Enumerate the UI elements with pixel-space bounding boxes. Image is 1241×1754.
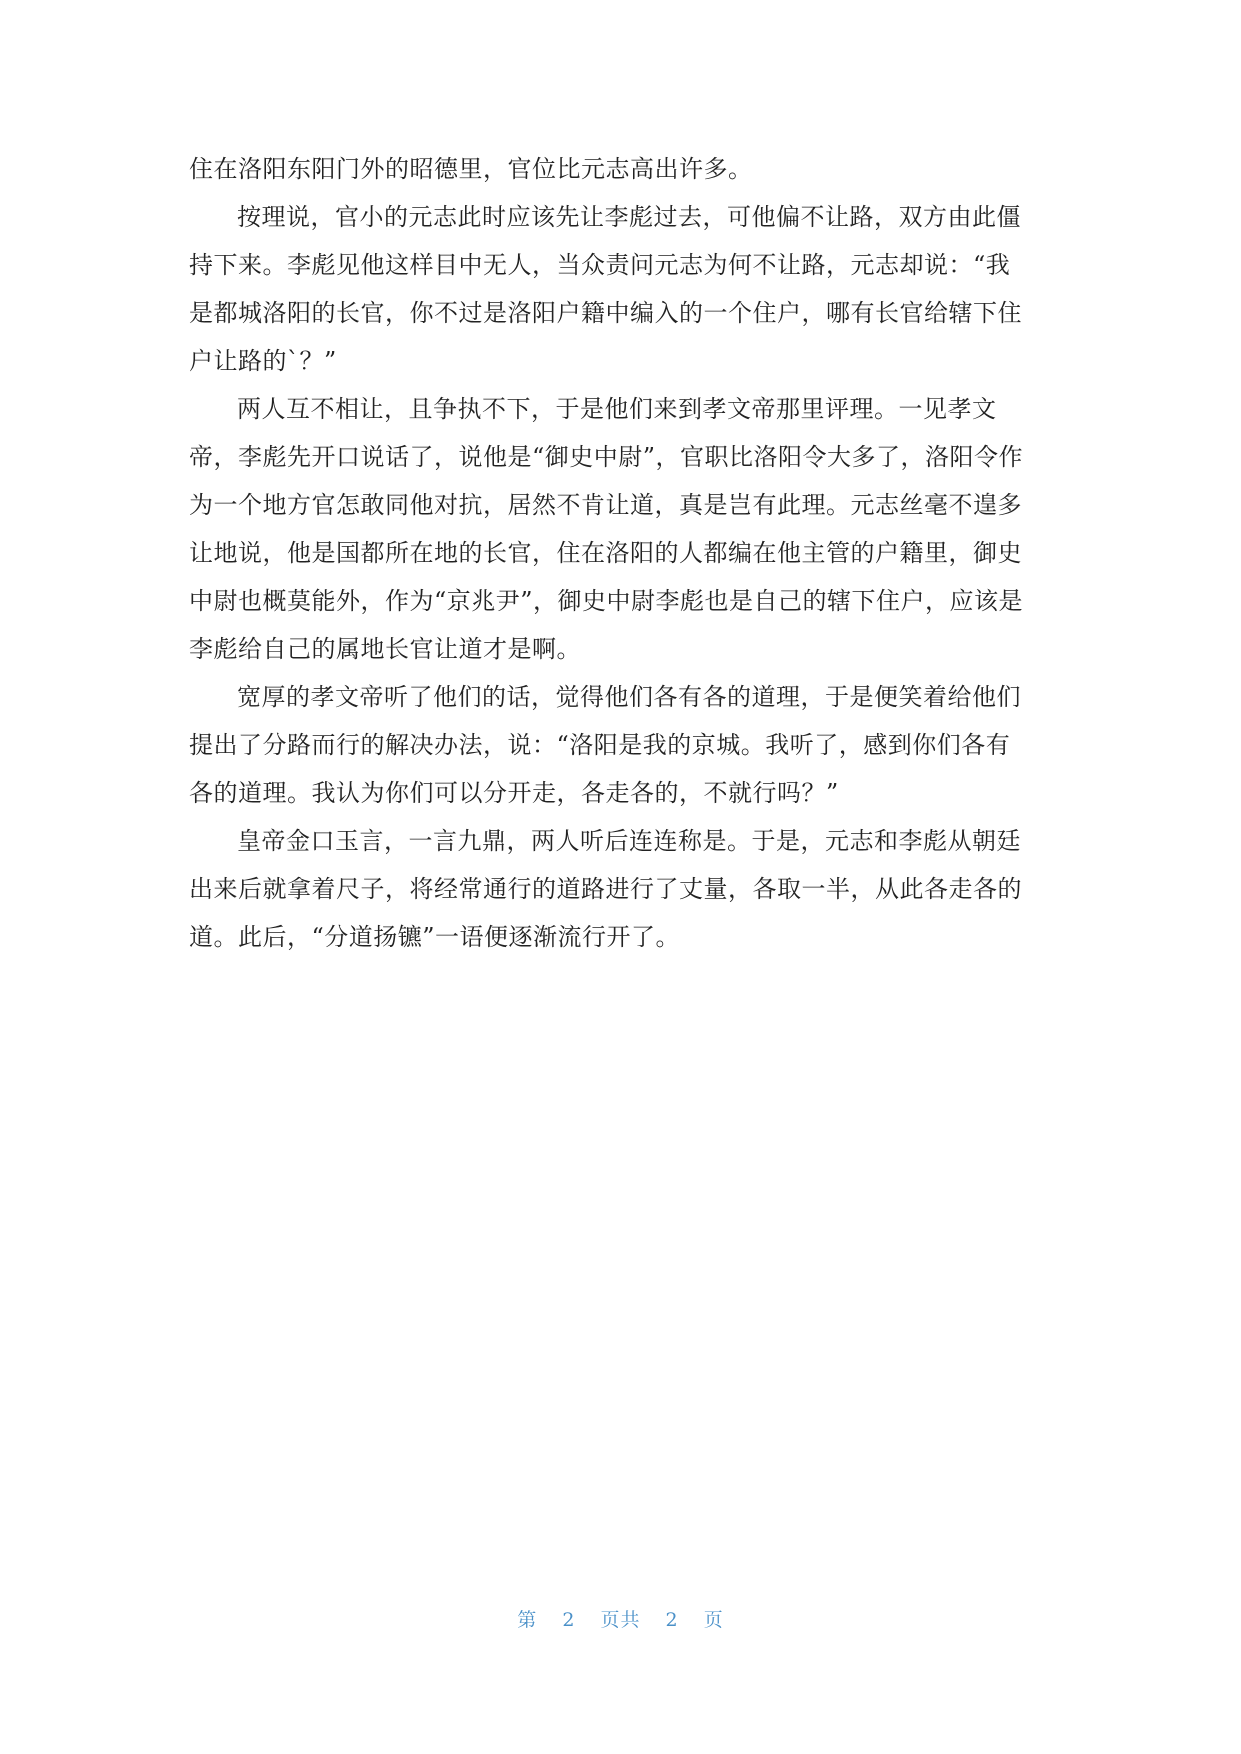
text-line: 住在洛阳东阳门外的昭德里，官位比元志高出许多。 bbox=[189, 155, 753, 183]
text-line: 提出了分路而行的解决办法，说：“洛阳是我的京城。我听了，感到你们各有 bbox=[189, 731, 1011, 759]
current-page-number: 2 bbox=[562, 1609, 576, 1631]
text-line: 是都城洛阳的长官，你不过是洛阳户籍中编入的一个住户，哪有长官给辖下住 bbox=[189, 299, 1022, 327]
text-line: 两人互不相让，且争执不下，于是他们来到孝文帝那里评理。一见孝文 bbox=[237, 395, 997, 423]
text-line: 户让路的`？” bbox=[189, 347, 337, 375]
total-pages-number: 2 bbox=[665, 1609, 679, 1631]
text-line: 出来后就拿着尺子，将经常通行的道路进行了丈量，各取一半，从此各走各的 bbox=[189, 875, 1022, 903]
text-line: 持下来。李彪见他这样目中无人，当众责问元志为何不让路，元志却说：“我 bbox=[189, 251, 1011, 279]
page-footer bbox=[0, 1605, 1241, 1632]
text-line: 为一个地方官怎敢同他对抗，居然不肯让道，真是岂有此理。元志丝毫不遑多 bbox=[189, 491, 1022, 519]
text-line: 帝，李彪先开口说话了，说他是“御史中尉”，官职比洛阳令大多了，洛阳令作 bbox=[189, 443, 1024, 471]
text-line: 道。此后，“分道扬镳”一语便逐渐流行开了。 bbox=[189, 923, 681, 951]
footer-word-ye: 页 bbox=[703, 1609, 724, 1631]
text-line: 按理说，官小的元志此时应该先让李彪过去，可他偏不让路，双方由此僵 bbox=[237, 203, 1021, 231]
footer-word-ye-gong: 页共 bbox=[600, 1609, 641, 1631]
footer-word-di: 第 bbox=[517, 1609, 538, 1631]
text-line: 宽厚的孝文帝听了他们的话，觉得他们各有各的道理，于是便笑着给他们 bbox=[237, 683, 1021, 711]
text-line: 皇帝金口玉言，一言九鼎，两人听后连连称是。于是，元志和李彪从朝廷 bbox=[237, 827, 1021, 855]
text-line: 李彪给自己的属地长官让道才是啊。 bbox=[189, 635, 581, 663]
text-line: 中尉也概莫能外，作为“京兆尹”，御史中尉李彪也是自己的辖下住户，应该是 bbox=[189, 587, 1024, 615]
text-line: 让地说，他是国都所在地的长官，住在洛阳的人都编在他主管的户籍里，御史 bbox=[189, 539, 1022, 567]
text-line: 各的道理。我认为你们可以分开走，各走各的，不就行吗？” bbox=[189, 779, 839, 807]
